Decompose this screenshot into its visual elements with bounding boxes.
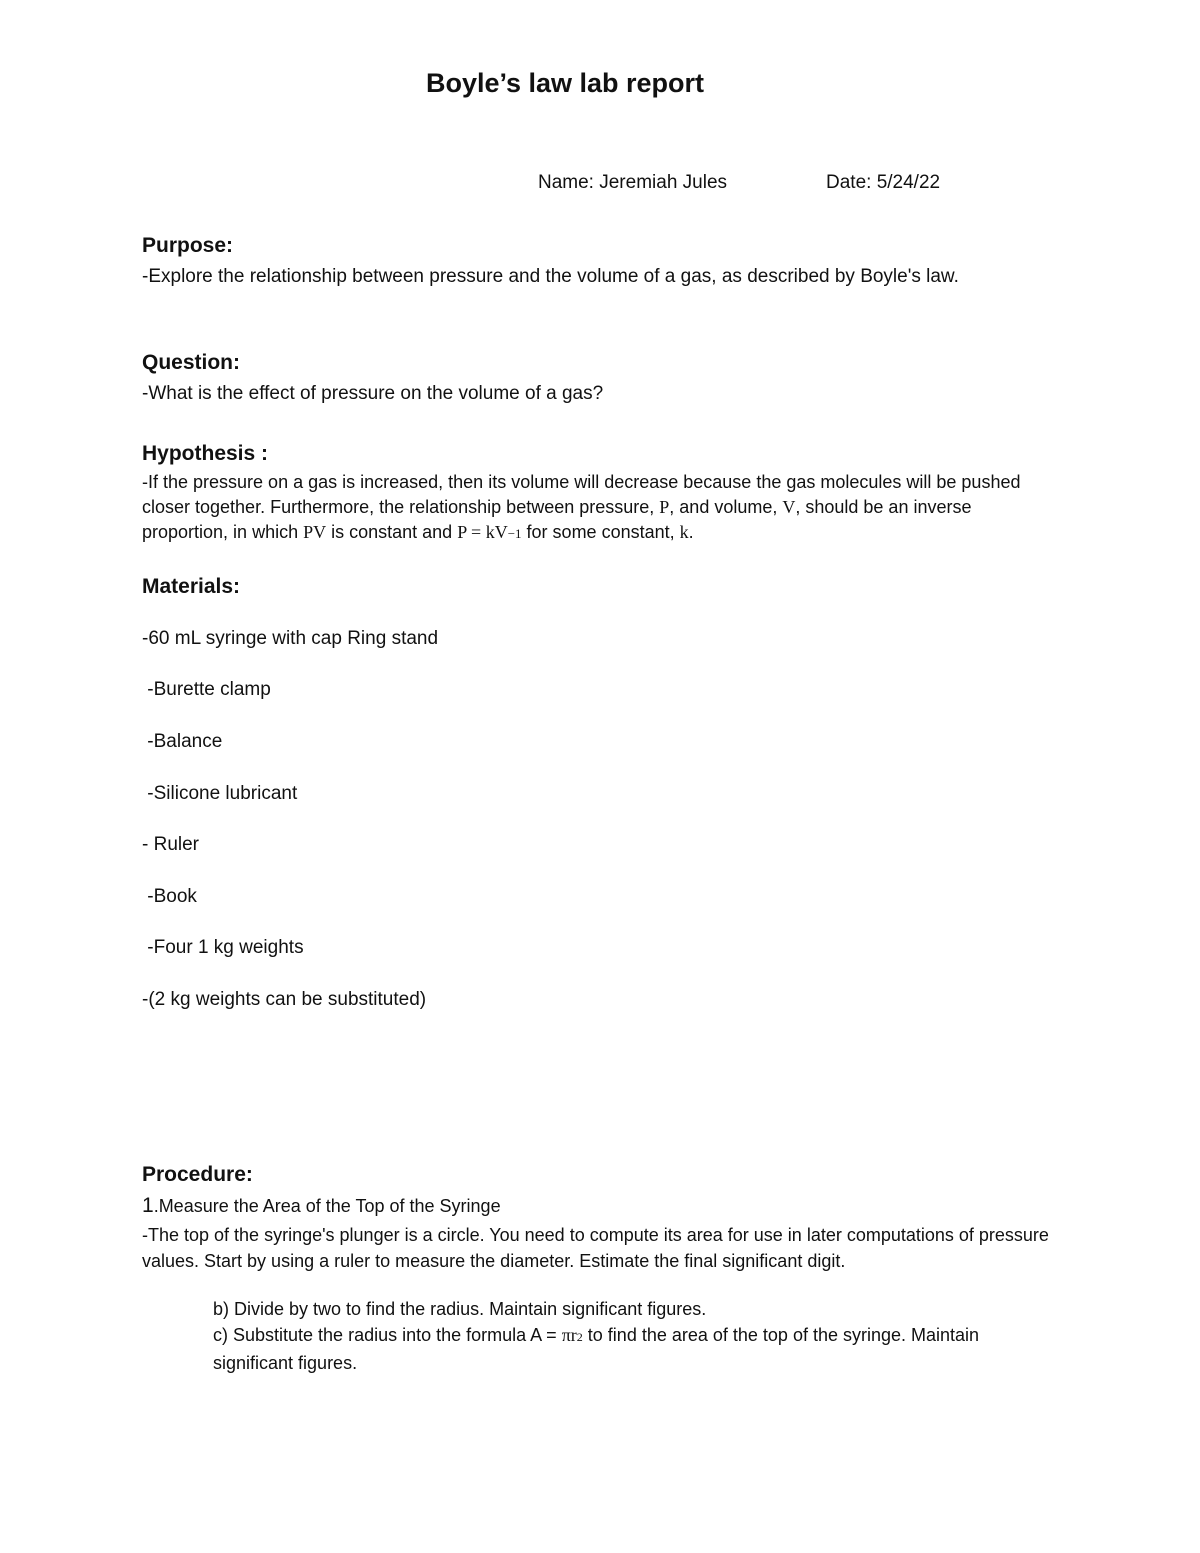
procedure-substep-c: c) Substitute the radius into the formula A = πr2 to find the area of the top of the syringe. Maintain significant figures. — [213, 1325, 980, 1373]
student-name: Name: Jeremiah Jules — [538, 172, 728, 193]
procedure-step-title: 1.Measure the Area of the Top of the Syringe — [142, 1194, 501, 1217]
materials-item: -Silicone lubricant — [142, 783, 298, 804]
question-heading: Question: — [142, 351, 240, 374]
hypothesis-text: -If the pressure on a gas is increased, then its volume will decrease because the gas molecules will be pushed closer together. Furthermore, the relationship between pressure, P, and volume, V, should be an inverse proportion, in which PV is constant and P = kV−1 for some constant, k. — [142, 472, 1021, 542]
purpose-text: -Explore the relationship between pressure and the volume of a gas, as described by Boyle's law. — [142, 266, 959, 287]
materials-item: -Four 1 kg weights — [142, 937, 304, 958]
materials-item: -Book — [142, 886, 197, 907]
hypothesis-heading: Hypothesis : — [142, 442, 269, 465]
formula-exponent: −1 — [507, 526, 522, 541]
document-title: Boyle’s law lab report — [425, 68, 705, 98]
materials-item: -(2 kg weights can be substituted) — [142, 989, 427, 1010]
materials-item: -Burette clamp — [142, 679, 271, 700]
symbol-p: P — [659, 497, 670, 517]
area-formula: πr — [561, 1325, 577, 1345]
question-text: -What is the effect of pressure on the volume of a gas? — [142, 383, 604, 404]
hypothesis-formula: P = kV — [457, 522, 508, 542]
symbol-pv: PV — [303, 522, 327, 542]
materials-item: -Balance — [142, 731, 223, 752]
procedure-substep-b: b) Divide by two to find the radius. Maintain significant figures. — [213, 1299, 707, 1319]
procedure-heading: Procedure: — [142, 1163, 253, 1186]
procedure-step-text: -The top of the syringe's plunger is a circle. You need to compute its area for use in later computations of pressure values. Start by using a ruler to measure the diameter. Estimate the final significant digit. — [142, 1225, 1049, 1271]
area-exponent: 2 — [576, 1330, 583, 1344]
step-number: 1 — [142, 1194, 154, 1217]
materials-heading: Materials: — [142, 575, 241, 598]
report-date: Date: 5/24/22 — [826, 172, 941, 193]
materials-item: - Ruler — [142, 834, 200, 855]
purpose-heading: Purpose: — [142, 234, 234, 257]
symbol-v: V — [782, 497, 796, 517]
symbol-k: k — [679, 522, 689, 542]
materials-item: -60 mL syringe with cap Ring stand — [142, 628, 439, 649]
